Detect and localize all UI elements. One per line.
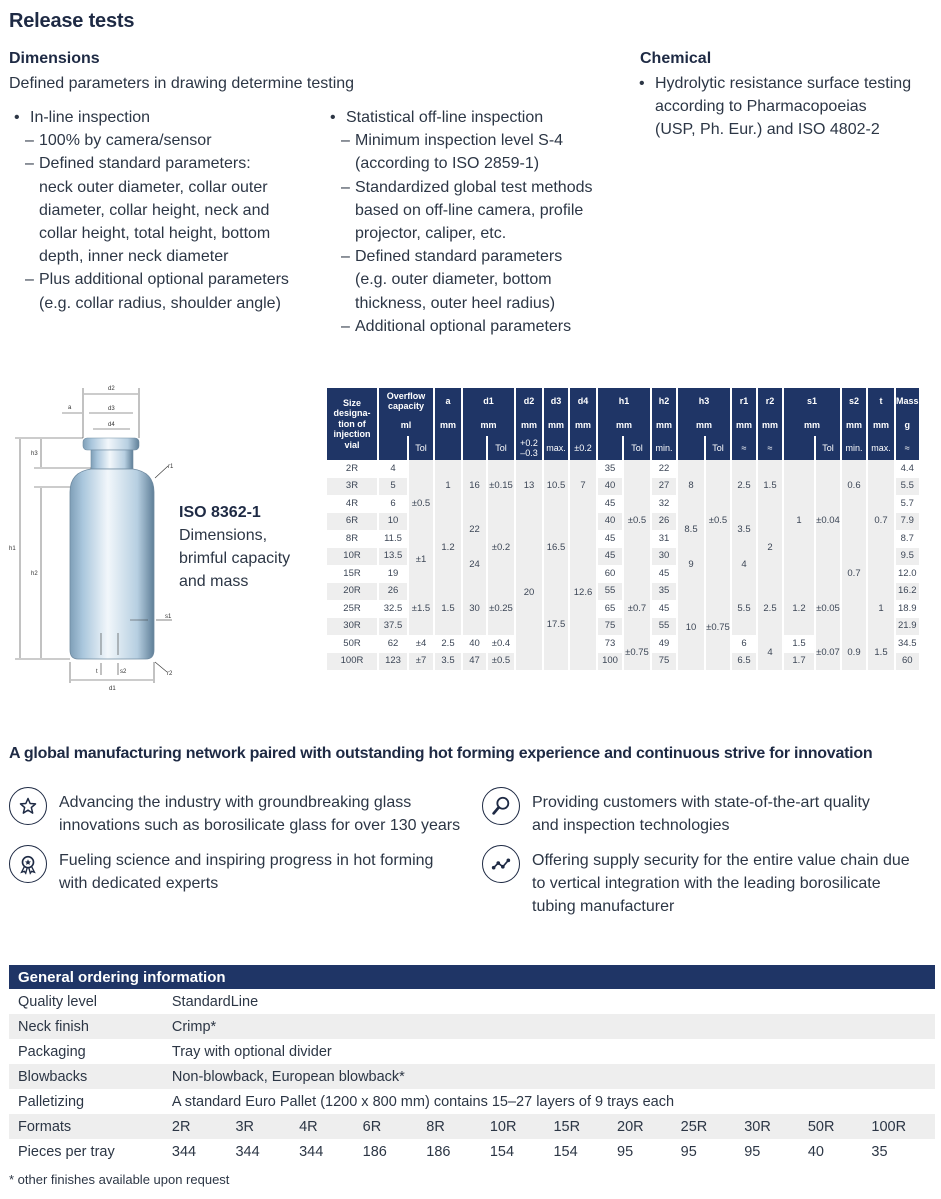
list-cell: 186 — [426, 1143, 451, 1160]
list-item: based on off-line camera, profile — [355, 201, 584, 219]
table-row: 50R 62 ±4 2.5 40 ±0.4 73 ±0.75 49 6 4 1.5 ±0.07 0.9 1.5 34.5 — [327, 635, 919, 653]
star-icon — [9, 787, 47, 825]
list-item: – Additional optional parameters — [325, 315, 625, 338]
feature-line: Advancing the industry with groundbreaking glass — [59, 794, 412, 811]
offline-sub-items — [325, 129, 625, 338]
list-item: depth, inner neck diameter — [39, 248, 229, 266]
formats-list — [172, 1119, 935, 1135]
list-item: thickness, outer heel radius) — [355, 294, 556, 312]
table-row: 25R 32.5 65 45 18.9 — [327, 600, 919, 618]
feature-experts — [9, 849, 433, 895]
col-h1: h1 — [598, 388, 650, 414]
label-d4: d4 — [108, 422, 115, 428]
table-row: 3R 5 40 27 5.5 — [327, 478, 919, 496]
value-chain-icon — [482, 845, 520, 883]
list-item: – Plus additional optional parameters — [9, 268, 319, 291]
list-item: projector, caliper, etc. — [355, 225, 507, 243]
col-d2: d2 — [516, 388, 542, 414]
ordering-heading: General ordering information — [9, 965, 935, 989]
list-cell: 8R — [426, 1118, 445, 1135]
col-d3: d3 — [544, 388, 568, 414]
label-r1: r1 — [168, 464, 174, 470]
list-item: – Defined standard parameters: — [9, 152, 319, 175]
list-cell: 95 — [744, 1143, 761, 1160]
feature-line: innovations such as borosilicate glass for over 130 years — [59, 817, 461, 834]
table-row: Blowbacks Non-blowback, European blowback* — [9, 1064, 935, 1089]
list-cell: 100R — [871, 1118, 907, 1135]
list-cell: 2R — [171, 1118, 191, 1135]
list-cell: 4R — [299, 1118, 318, 1135]
label-d2: d2 — [108, 386, 115, 392]
label-d1: d1 — [109, 686, 116, 692]
caption-line: Dimensions, — [179, 527, 268, 544]
list-cell: 35 — [871, 1143, 888, 1160]
network-heading: A global manufacturing network paired with outstanding hot forming experience and continuous strive for innovation — [9, 745, 873, 762]
list-cell: 25R — [680, 1118, 708, 1135]
inline-bullet: • In-line inspection — [9, 106, 319, 129]
col-a: a — [435, 388, 461, 414]
inline-inspection-list — [9, 106, 319, 315]
award-ribbon-icon — [9, 845, 47, 883]
chemical-heading: Chemical — [640, 50, 712, 67]
feature-line: Fueling science and inspiring progress in hot forming — [59, 852, 434, 869]
label-d3: d3 — [108, 406, 115, 412]
table-row: 100R 123 ±7 3.5 47 ±0.5 100 75 6.5 1.7 60 — [327, 653, 919, 671]
col-h2: h2 — [652, 388, 676, 414]
list-item: diameter, collar height, neck and — [39, 201, 270, 219]
list-cell: 20R — [617, 1118, 644, 1135]
table-row: 15R 19 60 45 12.0 — [327, 565, 919, 583]
table-row: 2R 4 ±0.5 1 16 ±0.15 13 10.5 7 35 ±0.5 22 8 ±0.5 2.5 1.5 1 ±0.04 0.6 0.7 4.4 — [327, 460, 919, 478]
list-cell: 50R — [807, 1118, 835, 1135]
feature-line: tubing manufacturer — [532, 898, 675, 915]
magnifier-icon — [482, 787, 520, 825]
list-cell: 3R — [235, 1118, 255, 1135]
list-item: – Standardized global test methods — [325, 176, 625, 199]
dimensions-table: Size designa- tion of injection vial Overflow capacity a d1 d2 d3 d4 h1 h2 h3 r1 r2 s1 s2 t Mass ml mm mm mm mm mm mm mm mm mm mm mm mm mm g Tol Tol +0.2 –0.3 max. ±0.2 Tol min. Tol ≈ ≈ Tol min. max. ≈ 2R 4 ±0.5 1 16 ±0.15 13 10.5 7 35 ±0.5 22 8 ±0.5 2.5 1.5 1 ±0.04 0.6 0.7 4.4 3R 5 40 27 5.5 4R 6 45 32 5.7 6R 10 ±1 1.2 22 ±0.2 16.5 40 26 8.5 3.5 2 0.7 7.9 8R 11.5 45 31 8.7 10R 13.5 24 45 30 9 4 9.5 15R 19 60 45 12.0 20R 26 ±1.5 1.5 30 ±0.25 20 12.6 55 ±0.7 35 10 ±0.75 5.5 2.5 1.2 ±0.05 1 16.2 25R 32.5 65 45 18.9 30R 37.5 17.5 75 55 21.9 50R 62 ±4 2.5 40 ±0.4 73 ±0.75 49 6 4 1.5 ±0.07 0.9 1.5 34.5 100R 123 ±7 3.5 47 ±0.5 100 75 6.5 1.7 60 — [325, 388, 921, 670]
list-cell: 10R — [489, 1118, 517, 1135]
list-cell: 95 — [680, 1143, 697, 1160]
table-row: Quality level StandardLine — [18, 993, 259, 1010]
inline-sub-items — [9, 129, 319, 315]
list-cell: 154 — [553, 1143, 578, 1160]
unit-ml: ml — [379, 414, 433, 436]
table-row: Neck finish Crimp* — [9, 1014, 935, 1039]
vial-glass — [70, 438, 154, 659]
list-item: collar height, total height, bottom — [39, 225, 271, 243]
col-t: t — [868, 388, 894, 414]
caption-line: brimful capacity — [179, 550, 291, 568]
pieces-list — [172, 1144, 935, 1160]
table-row: 20R 26 ±1.5 1.5 30 ±0.25 20 12.6 55 ±0.7 35 10 ±0.75 5.5 2.5 1.2 ±0.05 1 16.2 — [327, 583, 919, 601]
list-item: – Minimum inspection level S-4 — [325, 129, 625, 152]
feature-line: with dedicated experts — [59, 875, 219, 892]
list-item: (according to ISO 2859-1) — [355, 155, 540, 173]
list-cell: 15R — [553, 1118, 581, 1135]
list-cell: 6R — [362, 1118, 382, 1135]
chemical-line: (USP, Ph. Eur.) and ISO 4802-2 — [655, 121, 880, 139]
label-t: t — [96, 669, 98, 675]
list-cell: 186 — [362, 1143, 387, 1160]
col-s1: s1 — [784, 388, 840, 414]
list-item: – 100% by camera/sensor — [9, 129, 319, 152]
diagram-caption — [179, 502, 290, 594]
label-s2: s2 — [120, 669, 127, 675]
feature-line: Providing customers with state-of-the-art quality — [532, 794, 870, 811]
label-r2: r2 — [167, 671, 173, 677]
list-item: – Defined standard parameters — [325, 245, 625, 268]
table-row: Pieces per tray 344 344 344 186 186 154 154 95 95 95 40 35 — [9, 1139, 935, 1164]
table-row: 8R 11.5 45 31 8.7 — [327, 530, 919, 548]
table-row: Packaging Tray with optional divider — [18, 1043, 332, 1060]
col-h3: h3 — [678, 388, 730, 414]
label-h2: h2 — [31, 571, 38, 577]
table-row: 4R 6 45 32 5.7 — [327, 495, 919, 513]
list-item: (e.g. outer diameter, bottom — [355, 271, 552, 289]
label-s1: s1 — [165, 614, 172, 620]
ordering-table — [9, 965, 935, 1164]
feature-innovation — [9, 791, 460, 837]
col-r2: r2 — [758, 388, 782, 414]
chemical-line: • Hydrolytic resistance surface testing — [634, 72, 934, 95]
col-r1: r1 — [732, 388, 756, 414]
caption-line: and mass — [179, 573, 249, 591]
list-cell: 344 — [235, 1143, 260, 1160]
feature-line: Offering supply security for the entire value chain due — [532, 852, 910, 869]
label-h3: h3 — [31, 451, 38, 457]
feature-line: and inspection technologies — [532, 817, 730, 834]
table-row: Palletizing A standard Euro Pallet (1200 x 800 mm) contains 15–27 layers of 9 trays each — [18, 1093, 675, 1110]
col-s2: s2 — [842, 388, 866, 414]
feature-quality — [482, 791, 870, 837]
offline-inspection-list — [325, 106, 625, 338]
label-h1: h1 — [9, 546, 16, 552]
table-row: 30R 37.5 17.5 75 55 21.9 — [327, 618, 919, 636]
col-d1: d1 — [463, 388, 514, 414]
table-row: 6R 10 ±1 1.2 22 ±0.2 16.5 40 26 8.5 3.5 2 0.7 7.9 — [327, 513, 919, 531]
list-cell: 154 — [489, 1143, 515, 1160]
list-item: (e.g. collar radius, shoulder angle) — [39, 294, 281, 312]
chemical-list — [634, 72, 934, 142]
feature-line: to vertical integration with the leading borosilicate — [532, 875, 881, 892]
feature-supply — [482, 849, 910, 918]
col-overflow: Overflow capacity — [379, 388, 433, 414]
footnote: * other finishes available upon request — [9, 1172, 230, 1187]
offline-bullet: • Statistical off-line inspection — [325, 106, 625, 129]
list-cell: 344 — [299, 1143, 324, 1160]
list-cell: 40 — [807, 1143, 824, 1160]
list-cell: 95 — [617, 1143, 634, 1160]
caption-title: ISO 8362-1 — [179, 504, 261, 521]
list-cell: 344 — [171, 1143, 197, 1160]
table-row: Formats 2R 3R 4R 6R 8R 10R 15R 20R 25R 30R 50R 100R — [9, 1114, 935, 1139]
dimensions-intro: Defined parameters in drawing determine testing — [9, 75, 355, 92]
list-cell: 30R — [744, 1118, 771, 1135]
col-d4: d4 — [570, 388, 596, 414]
vial-diagram — [0, 380, 180, 692]
table-row: 10R 13.5 24 45 30 9 4 9.5 — [327, 548, 919, 566]
col-size: Size designa- tion of injection vial — [327, 388, 377, 460]
col-mass: Mass — [896, 388, 919, 414]
chemical-line: according to Pharmacopoeias — [655, 98, 867, 116]
list-item: neck outer diameter, collar outer — [39, 178, 268, 196]
dimensions-heading: Dimensions — [9, 50, 100, 67]
page-title: Release tests — [9, 10, 135, 32]
label-a: a — [68, 405, 72, 411]
